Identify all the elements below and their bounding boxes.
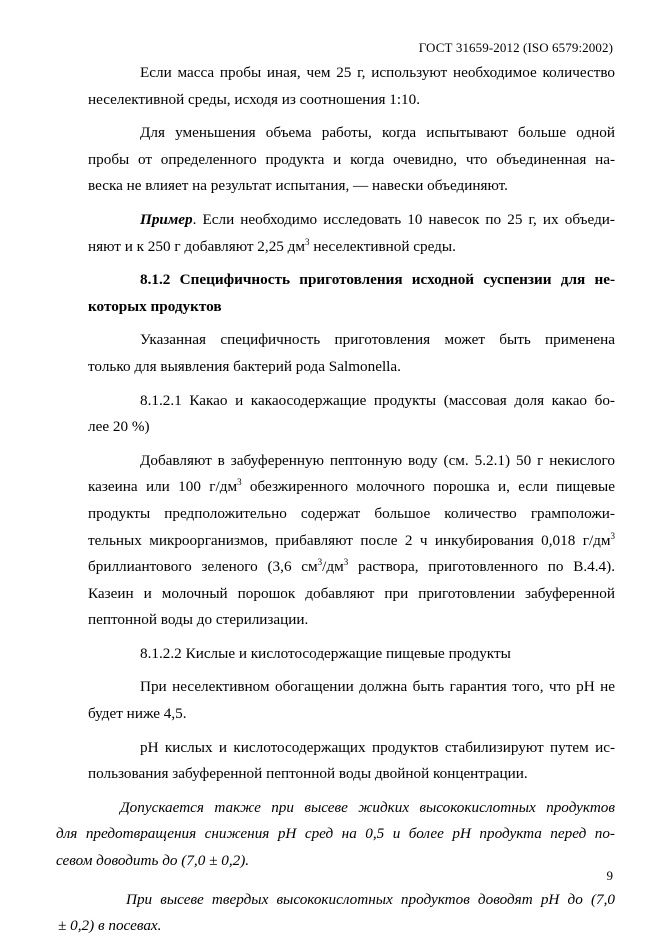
text-line: пробы от определенного продукта и когда очевидно, что объединенная на- <box>88 150 615 168</box>
text-line: Для уменьшения объема работы, когда испытывают больше одной <box>140 124 615 142</box>
paragraph-example <box>88 207 615 260</box>
text-line: При неселективном обогащении должна быть гарантия того, что рН не <box>140 678 615 696</box>
paragraph-mass-ratio <box>88 60 615 113</box>
paragraph-liquid-high-acid <box>56 795 615 875</box>
paragraph-salmonella <box>88 327 615 380</box>
text-line: будет ниже 4,5. <box>88 705 187 723</box>
example-text: . Если необходимо исследовать 10 навесок по 25 г, их объеди- <box>192 210 615 228</box>
text-line: рН кислых и кислотосодержащих продуктов стабилизируют путем ис- <box>140 738 615 756</box>
text-line: казеина или 100 $г/дм^3$ обезжиренного молочного порошка и, если пищевые <box>88 477 616 496</box>
section-heading-8-1-2-2 <box>88 641 615 668</box>
superscript: 3 <box>237 477 242 488</box>
heading-line: 8.1.2.1 Какао и какаосодержащие продукты (массовая доля какао бо- <box>140 391 615 409</box>
paragraph-combine-samples <box>88 120 615 200</box>
text-line: При высеве твердых высококислотных продуктов доводят рН до (7,0 <box>126 890 615 908</box>
text-line: тельных микроорганизмов, прибавляют после 2 ч инкубирования 0,018 $г/дм^3$ <box>88 530 615 549</box>
text-line: ± 0,2) в посевах. <box>58 917 162 935</box>
text-line <box>88 207 615 234</box>
example-label: Пример <box>140 210 193 228</box>
paragraph-ph-guarantee <box>88 674 615 727</box>
text-line: Указанная специфичность приготовления может быть применена <box>140 331 615 349</box>
text-line: пептонной воды до стерилизации. <box>88 611 309 629</box>
text-line: веска не влияет на результат испытания, — навески объединяют. <box>88 177 508 195</box>
text-line: Казеин и молочный порошок добавляют при приготовлении забуференной <box>88 584 615 602</box>
document-code-header: ГОСТ 31659-2012 (ISO 6579:2002) <box>418 40 613 55</box>
page-number: 9 <box>606 868 613 883</box>
text-line: няют и к 250 г добавляют 2,25 $дм^3$ неселективной среды. <box>88 236 456 255</box>
heading-line: 8.1.2 Специфичность приготовления исходной суспензии для не- <box>140 271 615 289</box>
heading-line: 8.1.2.2 Кислые и кислотосодержащие пищевые продукты <box>140 644 511 662</box>
superscript: 3 <box>317 557 323 568</box>
paragraph-solid-high-acid <box>58 887 615 940</box>
text-line: для предотвращения снижения рН сред на 0,5 и более рН продукта перед по- <box>56 825 615 843</box>
text-line: только для выявления бактерий рода Salmonella. <box>88 357 401 375</box>
heading-line: которых продуктов <box>88 297 222 315</box>
text-line: Добавляют в забуференную пептонную воду (см. 5.2.1) 50 г некислого <box>140 451 615 469</box>
section-heading-8-1-2 <box>88 267 615 320</box>
text-line: неселективной среды, исходя из соотношения 1:10. <box>88 90 421 108</box>
superscript: 3 <box>610 530 615 541</box>
text-line: бриллиантового зеленого (3,6 $см^3/дм^3$ раствора, приготовленного по В.4.4). <box>88 557 616 576</box>
page-body <box>56 60 616 940</box>
section-heading-8-1-2-1 <box>88 388 615 441</box>
superscript: 3 <box>305 236 310 247</box>
heading-line: лее 20 %) <box>88 418 150 436</box>
text-line: севом доводить до (7,0 ± 0,2). <box>56 852 250 870</box>
text-line: Если масса пробы иная, чем 25 г, используют необходимое количество <box>140 64 615 81</box>
superscript: 3 <box>343 557 349 568</box>
paragraph-ph-stabilize <box>88 735 615 788</box>
text-line: Допускается также при высеве жидких высококислотных продуктов <box>120 798 615 816</box>
text-line: продукты предположительно содержат большое количество грамположи- <box>88 504 615 522</box>
paragraph-casein <box>88 448 615 634</box>
text-line: пользования забуференной пептонной воды двойной концентрации. <box>88 765 528 783</box>
